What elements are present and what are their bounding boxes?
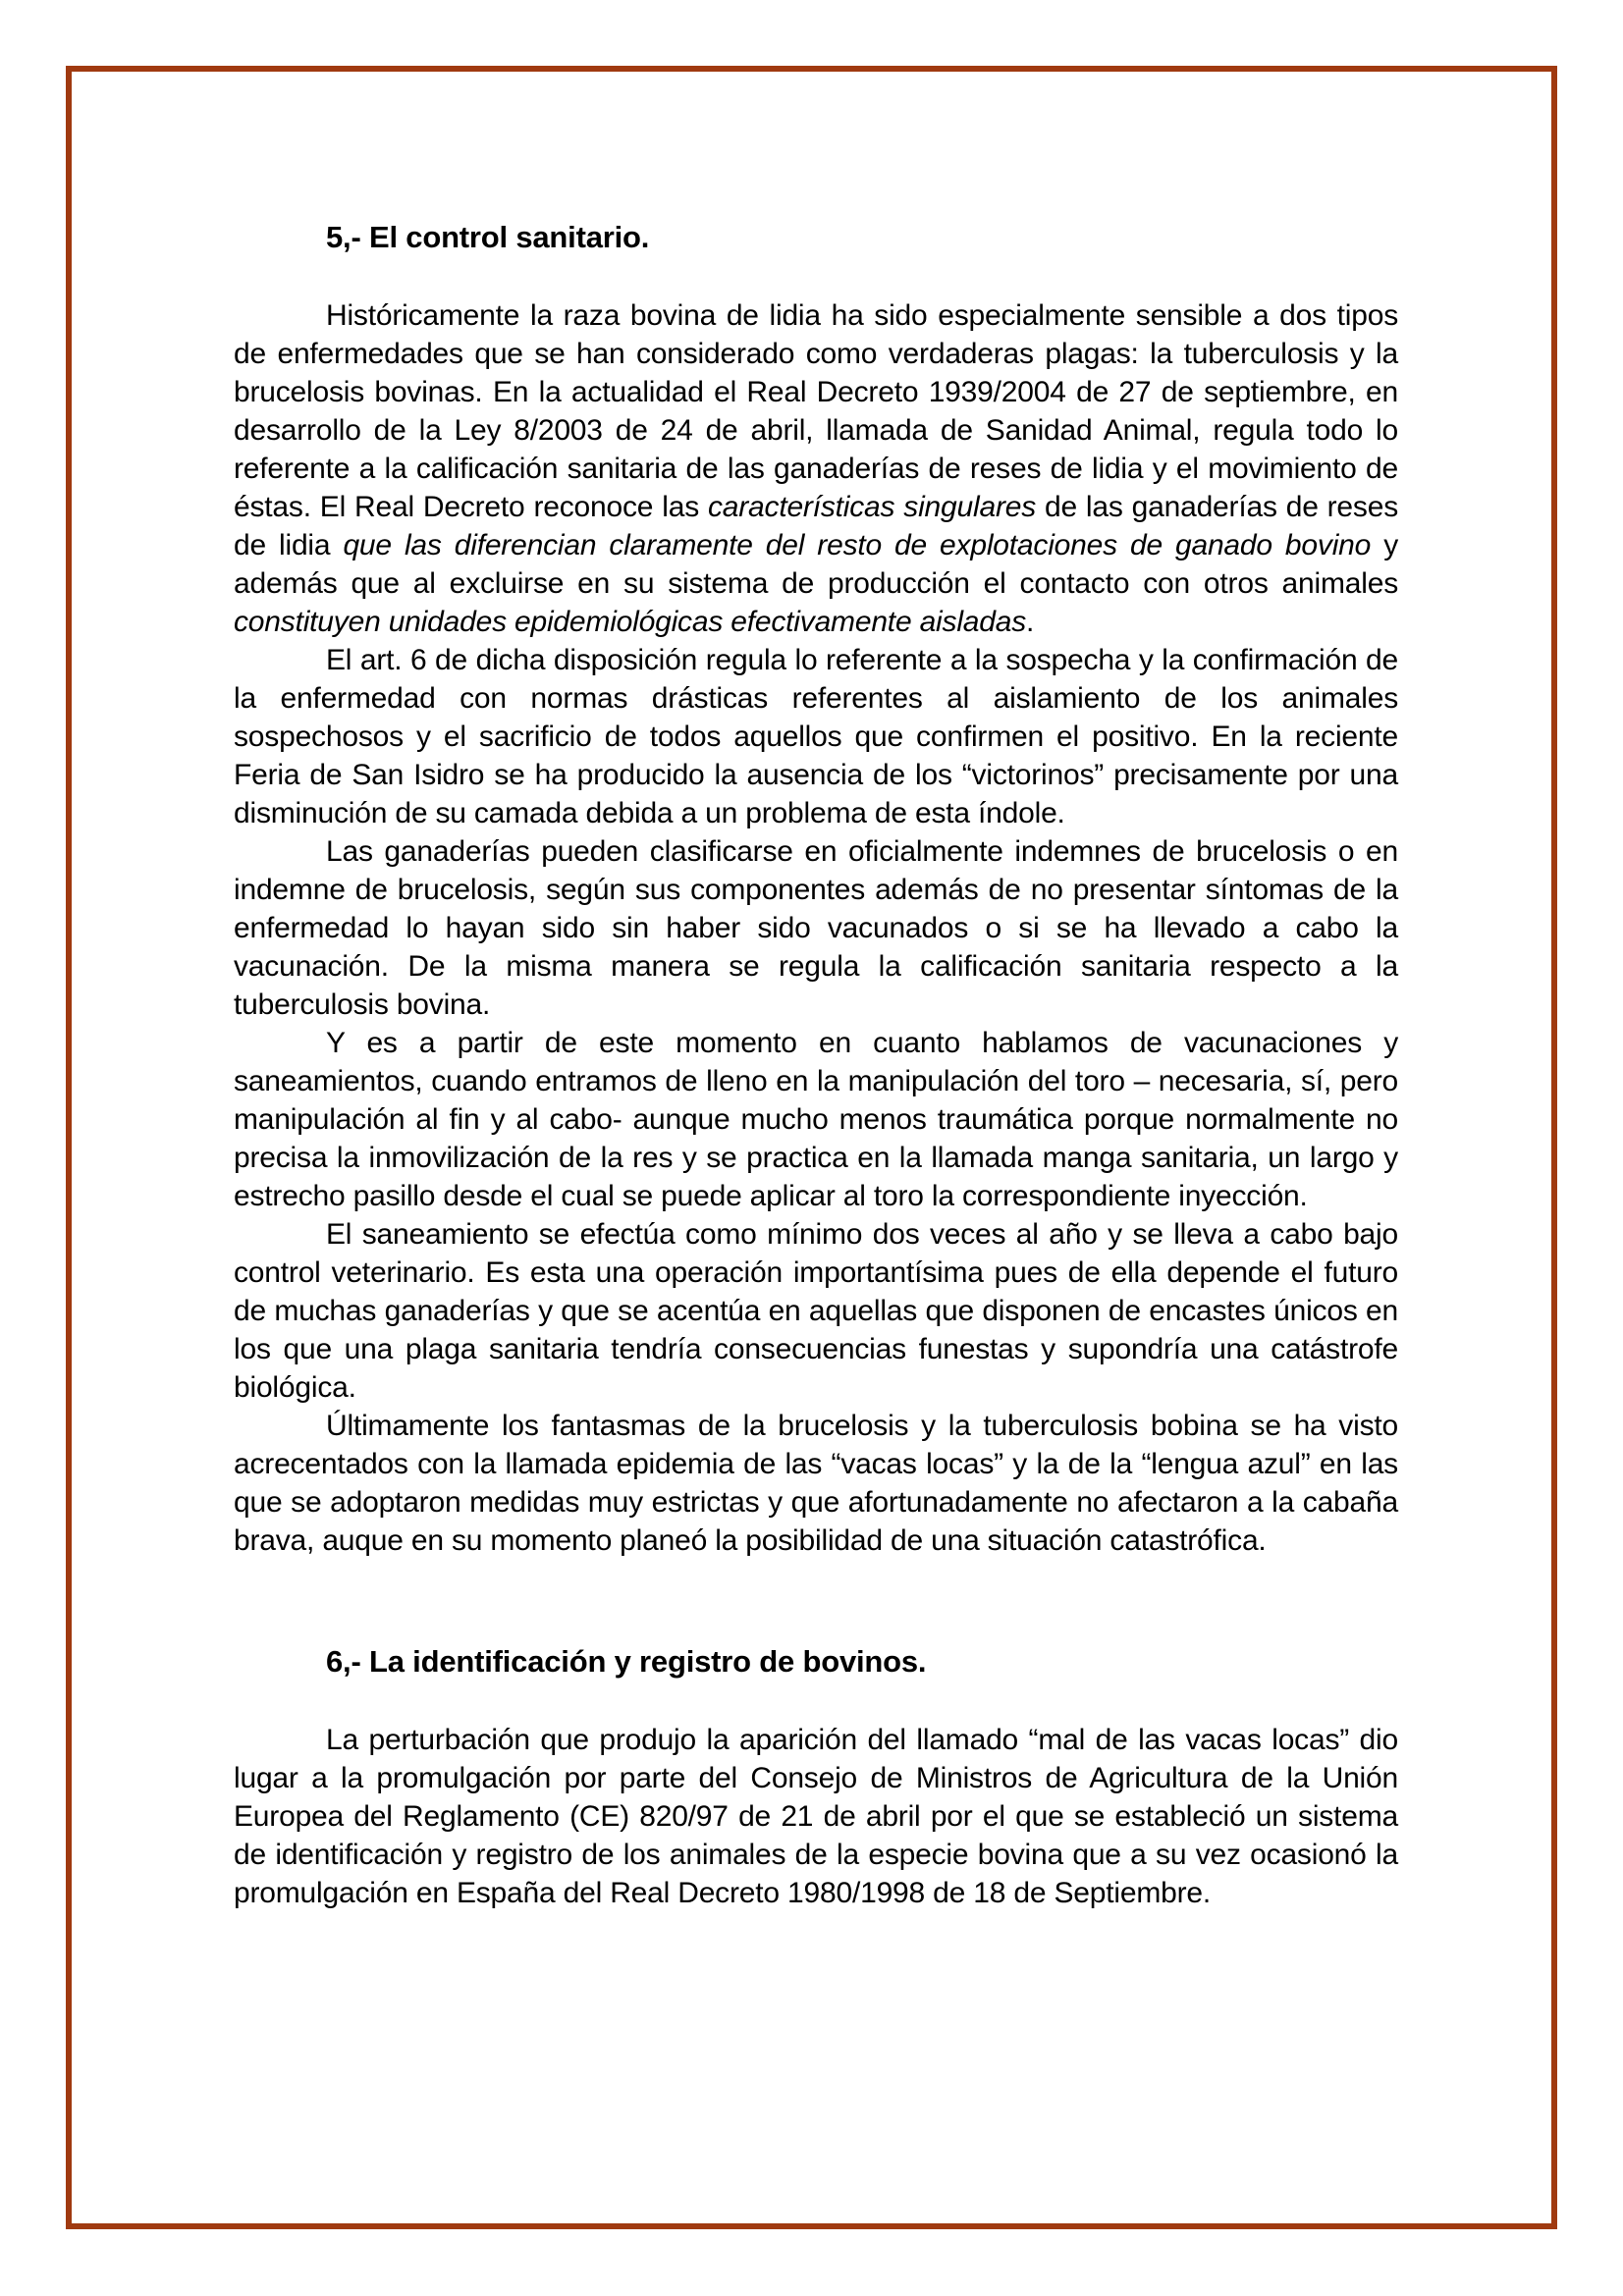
section-paragraphs: [234, 296, 1398, 1560]
paragraph: [234, 1215, 1398, 1407]
paragraph: [234, 832, 1398, 1024]
italic-text-run: que las diferencian claramente del resto de explotaciones de ganado bovino: [343, 529, 1372, 561]
document-body: [234, 218, 1398, 1912]
section-heading-control-sanitario: 5,- El control sanitario.: [326, 220, 650, 254]
section-paragraphs: [234, 1721, 1398, 1912]
section-heading-identificacion-registro: 6,- La identificación y registro de bovinos.: [326, 1644, 927, 1679]
paragraph: [234, 1024, 1398, 1215]
text-run: Y es a partir de este momento en cuanto hablamos de vacunaciones y saneamientos, cuando entramos de lleno en la manipulación del toro – necesaria, sí, pero manipulación al fin y al cabo- aunque mucho menos traumática porque normalmente no precisa la inmovilización de la res y se practica en la llamada manga sanitaria, un largo y estrecho pasillo desde el cual se puede aplicar al toro la correspondiente inyección.: [234, 1027, 1398, 1212]
text-run: La perturbación que produjo la aparición del llamado “mal de las vacas locas” dio lugar a la promulgación por parte del Consejo de Ministros de Agricultura de la Unión Europea del Reglamento (CE) 820/97 de 21 de abril por el que se estableció un sistema de identificación y registro de los animales de la especie bovina que a su vez ocasionó la promulgación en España del Real Decreto 1980/1998 de 18 de Septiembre.: [234, 1724, 1398, 1909]
italic-text-run: constituyen unidades epidemiológicas efectivamente aisladas: [234, 606, 1027, 638]
paragraph: [234, 296, 1398, 641]
section-control-sanitario: [234, 218, 1398, 1560]
text-run: Últimamente los fantasmas de la brucelosis y la tuberculosis bobina se ha visto acrecentados con la llamada epidemia de las “vacas locas” y la de la “lengua azul” en las que se adoptaron medidas muy estrictas y que afortunadamente no afectaron a la cabaña brava, auque en su momento planeó la posibilidad de una situación catastrófica.: [234, 1410, 1398, 1557]
paragraph: [234, 641, 1398, 832]
text-run: y además que al excluirse en su sistema de producción el contacto con otros animales: [234, 529, 1398, 600]
paragraph: [234, 1407, 1398, 1560]
italic-text-run: características singulares: [707, 491, 1037, 523]
text-run: Históricamente la raza bovina de lidia ha sido especialmente sensible a dos tipos de enfermedades que se han considerado como verdaderas plagas: la tuberculosis y la brucelosis bovinas. En la actualidad el Real Decreto 1939/2004 de 27 de septiembre, en desarrollo de la Ley 8/2003 de 24 de abril, llamada de Sanidad Animal, regula todo lo referente a la calificación sanitaria de las ganaderías de reses de lidia y el movimiento de éstas. El Real Decreto reconoce las: [234, 299, 1398, 523]
paragraph: [234, 1721, 1398, 1912]
text-run: El saneamiento se efectúa como mínimo dos veces al año y se lleva a cabo bajo control veterinario. Es esta una operación importantísima pues de ella depende el futuro de muchas ganaderías y que se acentúa en aquellas que disponen de encastes únicos en los que una plaga sanitaria tendría consecuencias funestas y supondría una catástrofe biológica.: [234, 1218, 1398, 1404]
text-run: El art. 6 de dicha disposición regula lo referente a la sospecha y la confirmación de la enfermedad con normas drásticas referentes al aislamiento de los animales sospechosos y el sacrificio de todos aquellos que confirmen el positivo. En la reciente Feria de San Isidro se ha producido la ausencia de los “victorinos” precisamente por una disminución de su camada debida a un problema de esta índole.: [234, 644, 1398, 829]
text-run: .: [1026, 606, 1035, 638]
text-run: Las ganaderías pueden clasificarse en oficialmente indemnes de brucelosis o en indemne de brucelosis, según sus componentes además de no presentar síntomas de la enfermedad lo hayan sido sin haber sido vacunados o si se ha llevado a cabo la vacunación. De la misma manera se regula la calificación sanitaria respecto a la tuberculosis bovina.: [234, 835, 1398, 1021]
text-run: de las ganaderías de reses de lidia: [234, 491, 1398, 561]
section-identificacion-registro: [234, 1642, 1398, 1912]
